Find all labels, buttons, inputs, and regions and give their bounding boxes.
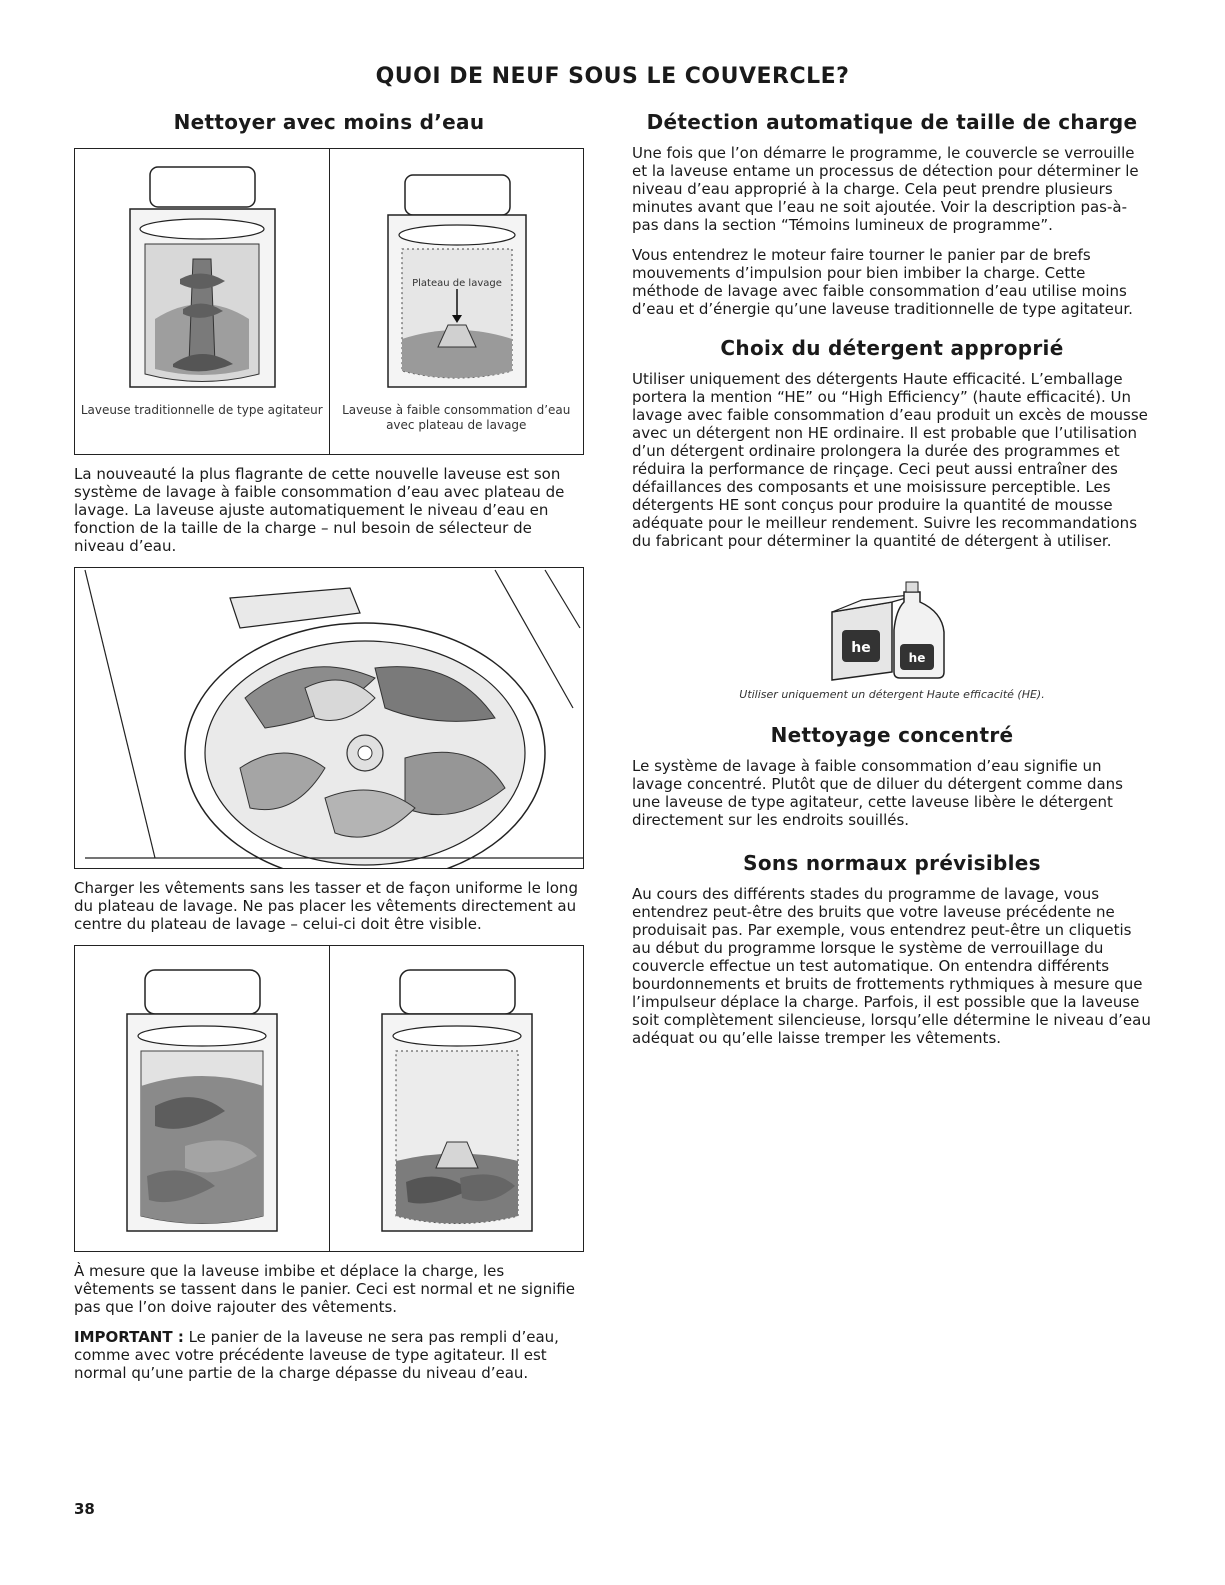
he-logo-text-box: he: [851, 640, 871, 656]
paragraph-load-instructions: Charger les vêtements sans les tasser et de façon uniforme le long du plateau de lavage. Ne pas placer les vêtements directement au centre du plateau de lavage – celui-ci doit être visible.: [74, 879, 578, 933]
he-detergent-illustration: [812, 572, 972, 682]
paragraph-motor: Vous entendrez le moteur faire tourner le panier par de brefs mouvements d’impulsion pour bien imbiber la charge. Cette méthode de lavage avec faible consommation d’eau utilise moins d’eau et d’énergie qu’une laveuse traditionnelle de type agitateur.: [632, 246, 1133, 318]
paragraph-concentrated: Le système de lavage à faible consommation d’eau signifie un lavage concentré. Plutôt que de diluer du détergent comme dans une laveuse de type agitateur, cette laveuse libère le détergent directement sur les endroits souillés.: [632, 757, 1123, 829]
loaded-washer-settled-illustration: [330, 946, 583, 1246]
page-title: QUOI DE NEUF SOUS LE COUVERCLE?: [375, 64, 850, 89]
figure-loaded-washer-settled: [329, 946, 584, 1251]
right-column: [632, 110, 1152, 1059]
paragraph-sounds: Au cours des différents stades du programme de lavage, vous entendrez peut-être des bruits que votre laveuse précédente ne produisait pas. Par exemple, vous entendrez peut-être un cliquetis au début du programme lorsque le système de verrouillage du couvercle effectue un test automatique. On entendra différents bourdonnements et bruits de frottements rythmiques à mesure que l’impulseur déplace la charge. Parfois, il est possible que la laveuse soit complètement silencieuse, lorsqu’elle détermine le niveau d’eau adéquat ou qu’elle laisse tremper les vêtements.: [632, 885, 1151, 1047]
figure-loaded-washer-dry: [75, 946, 329, 1251]
figure-washer-comparison: [74, 148, 584, 455]
paragraph-load-settling: À mesure que la laveuse imbibe et déplace la charge, les vêtements se tassent dans le panier. Ceci est normal et ne signifie pas que l’on doive rajouter des vêtements.: [74, 1262, 575, 1316]
figure-he-washer: [329, 149, 584, 454]
figure-agitator-washer: [75, 149, 329, 454]
figure-load-top-view: [74, 567, 584, 869]
figure-he-detergent: [812, 572, 972, 682]
plateau-label: Plateau de lavage: [411, 278, 502, 289]
heading-nettoyer: Nettoyer avec moins d’eau: [173, 110, 485, 134]
important-label: IMPORTANT :: [74, 1328, 184, 1346]
agitator-washer-illustration: [75, 149, 328, 399]
paragraph-detergent: Utiliser uniquement des détergents Haute efficacité. L’emballage portera la mention “HE” ou “High Efficiency” (haute efficacité). Un lavage avec faible consommation d’eau produit un excès de mousse avec un détergent non HE ordinaire. Il est probable que l’utilisation d’un détergent ordinaire prolongera la durée des programmes et réduira la performance de rinçage. Ceci peut aussi entraîner des défaillances des composants et une moisissure perceptible. Les détergents HE sont conçus pour produire la quantité de mousse adéquate pour le meilleur rendement. Suivre les recommandations du fabricant pour déterminer la quantité de détergent à utiliser.: [632, 370, 1148, 550]
he-logo-text-bottle: he: [908, 651, 926, 665]
left-column: [74, 110, 584, 1394]
caption-he-detergent: Utiliser uniquement un détergent Haute efficacité (HE).: [739, 688, 1045, 701]
paragraph-detection: Une fois que l’on démarre le programme, le couvercle se verrouille et la laveuse entame un processus de détection pour déterminer le niveau d’eau approprié à la charge. Cela peut prendre plusieurs minutes avant que l’eau ne soit ajoutée. Voir la description pas-à-pas dans la section “Témoins lumineux de programme”.: [632, 144, 1139, 234]
caption-he-washer: Laveuse à faible consommation d’eau avec plateau de lavage: [342, 403, 571, 432]
washer-load-illustration: [75, 568, 583, 868]
paragraph-important: [74, 1328, 584, 1382]
he-washer-illustration: [330, 149, 583, 399]
heading-sounds: Sons normaux prévisibles: [743, 851, 1041, 875]
important-text: Le panier de la laveuse ne sera pas rempli d’eau, comme avec votre précédente laveuse de type agitateur. Il est normal qu’une partie de la charge dépasse du niveau d’eau.: [74, 1328, 559, 1382]
caption-agitator-washer: Laveuse traditionnelle de type agitateur: [80, 403, 323, 417]
heading-concentrated: Nettoyage concentré: [770, 723, 1014, 747]
paragraph-low-water-system: La nouveauté la plus flagrante de cette nouvelle laveuse est son système de lavage à faible consommation d’eau avec plateau de lavage. La laveuse ajuste automatiquement le niveau d’eau en fonction de la taille de la charge – nul besoin de sélecteur de niveau d’eau.: [74, 465, 565, 555]
page-number: 38: [74, 1500, 95, 1518]
heading-detection: Détection automatique de taille de charge: [646, 110, 1138, 134]
loaded-washer-dry-illustration: [75, 946, 328, 1246]
figure-load-settling: [74, 945, 584, 1252]
heading-detergent: Choix du détergent approprié: [720, 336, 1064, 360]
